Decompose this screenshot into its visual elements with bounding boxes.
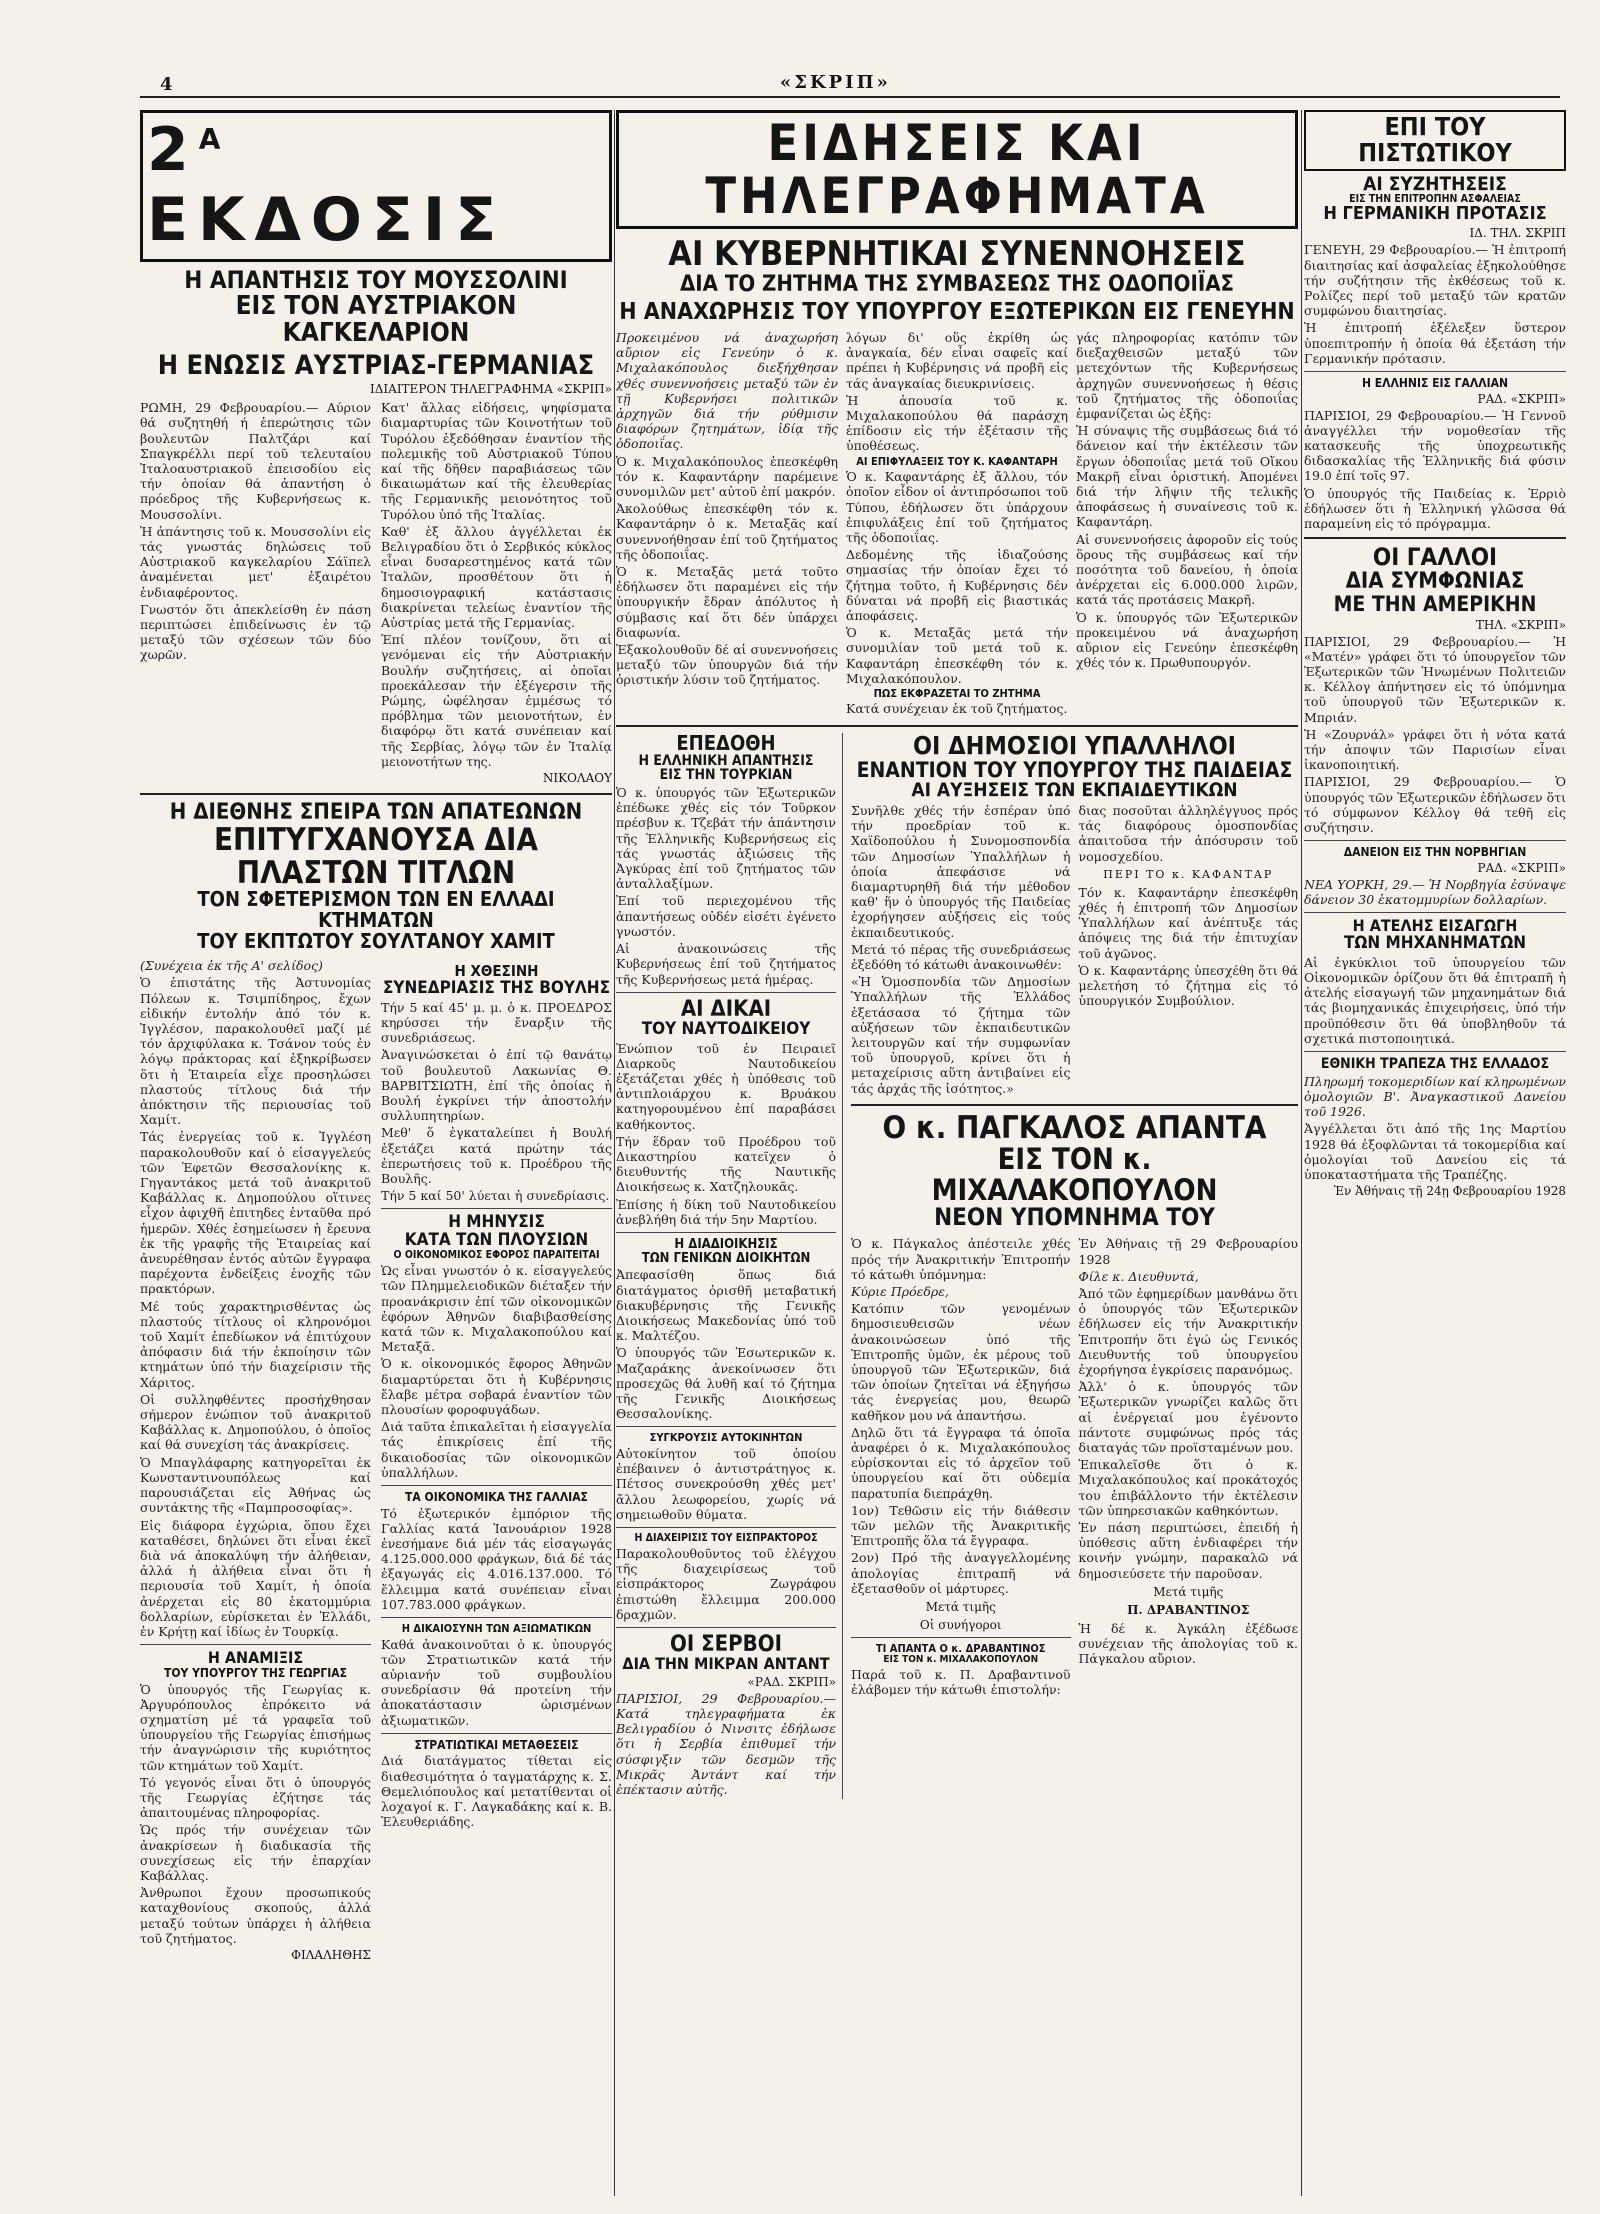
paragraph: Ὡς εἶναι γνωστόν ὁ κ. εἰσαγγελεύς τῶν Πλημμελειοδικῶν διέταξεν τήν προανάκρισιν ἐπί τῶν οἰκονομικῶν ἐφόρων Ἀθηνῶν διαβιβασθείσης κατά τῶν κ. Μιχαλακοπούλου καί Μεταξᾶ. (381, 1263, 612, 1355)
headline: ΔΑΝΕΙΟΝ ΕΙΣ ΤΗΝ ΝΟΡΒΗΓΙΑΝ (1343, 845, 1527, 860)
headline: Η ΜΗΝΥΣΙΣ (448, 1212, 545, 1233)
paragraph: Ἀπό τῶν ἐφημερίδων μανθάνω ὅτι ὁ ὑπουργός τῶν Ἐξωτερικῶν ἐδήλωσεν εἰς τήν Ἀνακριτικήν Ἐπιτροπήν ὅτι ἐγώ ὡς Γενικός Διευθυντής τοῦ ὑπουργείου ἐχορήγησα ἐγκρίσεις παρανόμως. (1078, 1286, 1298, 1378)
paragraph: Ἀγγέλλεται ὅτι ἀπό τῆς 1ης Μαρτίου 1928 θά ἐξοφλῶνται τά τοκομερίδια καί ὁμολογίαι τοῦ Δανείου εἰς τά ὑποκαταστήματα τῆς Τραπέζης. (1304, 1121, 1566, 1182)
byline: ΡΑΔ. «ΣΚΡΙΠ» (1477, 391, 1566, 406)
paragraph: ΠΑΡΙΣΙΟΙ, 29 Φεβρουαρίου.— Κατά τηλεγραφήματα ἐκ Βελιγραδίου ὁ Νινσιτς ἐδήλωσε ὅτι ἡ Σερβία ἐπιθυμεῖ τήν σύσφιγξιν τῶν δεσμῶν τῆς Μικρᾶς Ἀντάντ καί τήν ἐπέκτασιν αὐτῆς. (616, 1690, 836, 1798)
headline: ΤΟΝ ΣΦΕΤΕΡΙΣΜΟΝ ΤΩΝ ΕΝ ΕΛΛΑΔΙ ΚΤΗΜΑΤΩΝ (197, 887, 555, 933)
headline: ΑΙ ΑΥΞΗΣΕΙΣ ΤΩΝ ΕΚΠΑΙΔΕΥΤΙΚΩΝ (911, 778, 1238, 801)
paragraph: γάς πληροφορίας κατόπιν τῶν διεξαχθεισῶν μεταξύ τῶν μετεχόντων τῆς Κυβερνήσεως ἀρχηγῶν συνεννοήσεως ἡ θέσις τοῦ ζητήματος τῆς ὁδοποιΐας ἐμφανίζεται ὡς ἑξῆς: (1076, 329, 1298, 421)
paragraph: Μέ τούς χαρακτηρισθέντας ὡς πλαστούς τίτλους οἱ κληρονόμοι τοῦ Χαμίτ ἐπεδίωκον νά ἐπιτύχουν ἀπόφασιν διά τήν ἐκποίησιν τῶν κτημάτων ὑπό τήν διαχείρισιν τῆς Χάριτος. (140, 1298, 371, 1390)
column-divider (1301, 110, 1302, 2196)
paragraph: Ὁ Μπαγλάφαρης κατηγορεῖται ἐκ Κωνσταντινουπόλεως καί παρουσιάζεται εἰς Ἀθήνας ὡς συντάκτης τῆς «Παμπροσοφίας». (140, 1454, 371, 1516)
headline: Η ΓΕΡΜΑΝΙΚΗ ΠΡΟΤΑΣΙΣ (1323, 203, 1547, 225)
paragraph: Ὁ κ. Μιχαλακόπουλος ἐπεσκέφθη τόν κ. Καφαντάρην παρέμεινε συνομιλῶν μετ' αὐτοῦ ἐπί μακρόν. (616, 453, 838, 499)
signature: ΝΙΚΟΛΑΟΥ (542, 771, 612, 785)
paragraph: ΠΑΡΙΣΙΟΙ, 29 Φεβρουαρίου.— Ὁ ὑπουργός τῶν Ἐξωτερικῶν ἐδήλωσεν ὅτι τό σύμφωνον Κέλλογ θά τεθῆ εἰς συζήτησιν. (1304, 774, 1566, 835)
headline: ΤΩΝ ΓΕΝΙΚΩΝ ΔΙΟΙΚΗΤΩΝ (641, 1250, 811, 1266)
salutation: Κύριε Πρόεδρε, (851, 1284, 949, 1299)
paragraph: Ἡ «Ζουρνάλ» γράφει ὅτι ἡ νότα κατά τήν ἀποψιν τῶν Παρισίων εἶναι ἱκανοποιητική. (1304, 726, 1566, 773)
paragraph: Ἐπί πλέον τονίζουν, ὅτι αἱ γενόμεναι εἰς τήν Αὐστριακήν Βουλήν συζητήσεις, αἱ ὁποῖαι προεκάλεσαν τήν ἐξέγερσιν τῆς Ρώμης, ὠφέλησαν ἐμμέσως τό πρόβλημα τῶν μειονοτήτων, ἐν διαφόρῳ ὅτι κατά συνέπειαν καί τῆς Σερβίας, λόγῳ τῶν ἐν Ἰταλίᾳ μειονοτήτων της. (381, 632, 612, 769)
headline: ΕΠΕΔΟΘΗ (676, 730, 776, 755)
paragraph: ΓΕΝΕΥΗ, 29 Φεβρουαρίου.— Ἡ ἐπιτροπή διαιτησίας καί ἀσφαλείας ἐξηκολούθησε τήν συζήτησιν τῆς ἐκθέσεως τοῦ κ. Ρολίζες περί τοῦ μεταξύ τῶν κρατῶν συμφώνου διαιτησίας. (1304, 242, 1566, 319)
column-divider (614, 110, 615, 2196)
headline: Η ΕΛΛΗΝΙΚΗ ΑΠΑΝΤΗΣΙΣ (638, 752, 814, 769)
paragraph: Κατόπιν τῶν γενομένων δημοσιευθεισῶν νέων ἀνακοινώσεων ὑπό τῆς Ἐπιτροπῆς ὑμῶν, ἐκ μέρους τοῦ ὑπουργοῦ τῶν Ἐξωτερικῶν, διά τῶν ὁποίων ζητεῖται νά ἐξηγήσω τάς ἐνεργείας μου, θεωρῶ καθῆκον μου νά ἀπαντήσω. (851, 1301, 1071, 1423)
headline: ΚΑΤΑ ΤΩΝ ΠΛΟΥΣΙΩΝ (404, 1230, 589, 1251)
headline: ΔΙΑ ΤΗΝ ΜΙΚΡΑΝ ΑΝΤΑΝΤ (622, 1654, 830, 1674)
paragraph: Κατά συνέχειαν ἐκ τοῦ ζητήματος. (846, 701, 1068, 717)
headline: ΤΑ ΟΙΚΟΝΟΜΙΚΑ ΤΗΣ ΓΑΛΛΙΑΣ (405, 1489, 588, 1504)
headline: ΕΙΣ ΤΗΝ ΕΠΙΤΡΟΠΗΝ ΑΣΦΑΛΕΙΑΣ (1349, 193, 1521, 206)
signature-name: Π. ΔΡΑΒΑΝΤΙΝΟΣ (1127, 1602, 1250, 1617)
column-right (1304, 110, 1566, 2196)
headline: ΤΟΥ ΥΠΟΥΡΓΟΥ ΤΗΣ ΓΕΩΡΓΙΑΣ (164, 1665, 347, 1680)
headline: ΝΕΟΝ ΥΠΟΜΝΗΜΑ ΤΟΥ (934, 1203, 1215, 1232)
headline: Η ΑΝΑΧΩΡΗΣΙΣ ΤΟΥ ΥΠΟΥΡΓΟΥ ΕΞΩΤΕΡΙΚΩΝ ΕΙΣ ΓΕΝΕΥΗΝ (619, 298, 1295, 325)
paragraph: ΠΑΡΙΣΙΟΙ, 29 Φεβρουαρίου.— Ἡ «Ματέν» γράφει ὅτι τό ὑπουργεῖον τῶν Ἐξωτερικῶν τῶν Ἡνωμένων Πολιτειῶν κ. Κέλλογ ἀπήντησεν εἰς τό ὑπόμνημα τοῦ ὑπουργοῦ τῶν Ἐξωτερικῶν κ. Μπριάν. (1304, 633, 1566, 725)
paragraph: Ἀναγινώσκεται ὁ ἐπί τῷ θανάτῳ τοῦ βουλευτοῦ Λακωνίας Θ. ΒΑΡΒΙΤΣΙΩΤΗ, ἐπί τῆς ὁποίας ἡ Βουλή ἐγκρίνει τήν ἀποστολήν συλλυπητηρίων. (381, 1047, 612, 1124)
signature: Οἱ συνήγοροι (919, 1618, 1002, 1633)
paragraph: Αἱ ἐγκύκλιοι τοῦ ὑπουργείου τῶν Οἰκονομικῶν ὁρίζουν ὅτι θά ἐπιτραπῆ ἡ ἀτελής εἰσαγωγή τῶν μηχανημάτων διά τάς βιομηχανικάς ἐπιχειρήσεις, ὑπό τήν προϋπόθεσιν ὅτι θά ὑποβληθοῦν τά σχετικά πιστοποιητικά. (1304, 954, 1566, 1046)
edition-superscript: Α (198, 123, 231, 156)
paragraph: λόγων δι' οὕς ἐκρίθη ὡς ἀναγκαία, δέν εἶναι σαφεῖς καί πρέπει ἡ Κυβέρνησις νά προβῆ εἰς τάς ἀναγκαίας διευκρινίσεις. (846, 329, 1068, 391)
paragraph: Ὁ κ. Καφαντάρης ἐξ ἄλλου, τόν ὁποῖον εἶδον οἱ ἀντιπρόσωποι τοῦ Τύπου, ἐδήλωσεν ὅτι ὑπάρχουν ἐπιφυλάξεις ἐπί τοῦ ζητήματος τῆς ὁδοποιΐας. (846, 469, 1068, 545)
paragraph: Δεδομένης τῆς ἰδιαζούσης σημασίας τήν ὁποίαν ἔχει τό ζήτημα τοῦτο, ἡ Κυβέρνησις δέν δύναται νά προβῆ εἰς βιαστικάς ἀποφάσεις. (846, 547, 1068, 623)
subheading: ΑΙ ΕΠΙΦΥΛΑΞΕΙΣ ΤΟΥ Κ. ΚΑΦΑΝΤΑΡΗ (856, 454, 1058, 468)
paragraph: 2ον) Πρό τῆς ἀναγγελλομένης ἀπολογίας ἐπιτραπῆ νά ἐξετασθοῦν οἱ μάρτυρες. (851, 1550, 1071, 1596)
headline: ΤΟΥ ΕΚΠΤΩΤΟΥ ΣΟΥΛΤΑΝΟΥ ΧΑΜΙΤ (197, 929, 555, 954)
paragraph: Ἐπικαλεῖσθε ὅτι ὁ κ. Μιχαλακόπουλος καί προκάτοχός του ἐπιβάλλοντο τήν ἐκτέλεσιν τῶν ὑπηρεσιακῶν καθηκόντων. (1078, 1457, 1298, 1518)
paragraph: Δηλῶ ὅτι τά ἔγγραφα τά ὁποῖα ἀναφέρει ὁ κ. Μιχαλακόπουλος εὑρίσκονται εἰς τό ἀρχεῖον τοῦ ὑπουργείου καί ὅτι οὐδεμία παρατυπία διεπράχθη. (851, 1424, 1071, 1501)
page-number: 4 (160, 74, 173, 95)
signature: Μετά τιμῆς (1153, 1584, 1224, 1599)
paragraph: Γνωστόν ὅτι ἀπεκλείσθη ἐν πάση περιπτώσει ἐπιδείνωσις ἐν τῷ μεταξύ τῶν σχέσεων τῶν δύο χωρῶν. (140, 601, 371, 663)
paragraph: Ὁ κ. Πάγκαλος ἀπέστειλε χθές πρός τήν Ἀνακριτικήν Ἐπιτροπήν τό κάτωθι ὑπόμνημα: (851, 1236, 1071, 1282)
paragraph: Τό ἐξωτερικόν ἐμπόριον τῆς Γαλλίας κατά Ἰανουάριον 1928 ἐνεσήμανε διά μέν τάς εἰσαγωγάς 4.125.000.000 φράγκων, διά δέ τάς ἐξαγωγάς εἰς 4.016.137.000. Τό ἔλλειμμα κατά συνέπειαν εἶναι 107.783.000 φράγκων. (381, 1505, 612, 1612)
headline: ΕΙΣ ΤΟΝ κ. ΜΙΧΑΛΑΚΟΠΟΥΛΟΝ (931, 1142, 1218, 1207)
salutation: Φίλε κ. Διευθυντά, (1078, 1268, 1199, 1284)
paragraph: Διά διατάγματος τίθεται εἰς διαθεσιμότητα ὁ ταγματάρχης κ. Σ. Θεμελιόπουλος καί μετατίθενται οἱ λοχαγοί κ. Γ. Λαγκαδάκης καί κ. Β. Ἐλευθεριάδης. (381, 1753, 612, 1830)
headline: ΕΠΙ ΤΟΥ ΠΙΣΤΩΤΙΚΟΥ (1358, 112, 1512, 168)
section-banner: ΕΙΔΗΣΕΙΣ ΚΑΙ ΤΗΛΕΓΡΑΦΗΜΑΤΑ (616, 110, 1298, 229)
headline: Ο ΟΙΚΟΝΟΜΙΚΟΣ ΕΦΟΡΟΣ ΠΑΡΑΙΤΕΙΤΑΙ (393, 1249, 600, 1262)
paragraph: Ἀλλ' ὁ κ. ὑπουργός τῶν Ἐξωτερικῶν γνωρίζει καλῶς ὅτι αἱ ἐνέργειαί μου ἐγένοντο πάντοτε συμφώνως πρός τάς διαταγάς τῶν προϊσταμένων μου. (1078, 1379, 1298, 1456)
paragraph: Μετά τό πέρας τῆς συνεδριάσεως ἐξεδόθη τό κάτωθι ἀνακοινωθέν: (851, 941, 1071, 972)
headline-box (1304, 110, 1566, 171)
headline: Η ΑΝΑΜΙΞΙΣ (207, 1648, 304, 1668)
paragraph: Ἀπεφασίσθη ὅπως διά διατάγματος ὁρισθῆ μεταβατική διακυβέρνησις τῆς Γενικῆς Διοικήσεως Μακεδονίας ὑπό τοῦ κ. Μαλτέζου. (616, 1267, 836, 1344)
byline: ΤΗΛ. «ΣΚΡΙΠ» (1475, 617, 1566, 632)
paragraph: Διά ταῦτα ἐπικαλεῖται ἡ εἰσαγγελία τάς ἐπικρίσεις ἐπί τῆς δικαιοδοσίας τῶν οἰκονομικῶν ὑπαλλήλων. (381, 1419, 612, 1480)
paragraph: Ὁ κ. ὑπουργός τῶν Ἐξωτερικῶν προκειμένου νά ἀναχωρήση αὔριον εἰς Γενεύην ἐπεσκέφθη χθές τόν κ. Πρωθυπουργόν. (1076, 609, 1298, 671)
paragraph: 1ον) Τεθῶσιν εἰς τήν διάθεσιν τῶν μελῶν τῆς Ἀνακριτικῆς Ἐπιτροπῆς ὅλα τά ἔγγραφα. (851, 1502, 1071, 1549)
paragraph: Ἡ ἀπουσία τοῦ κ. Μιχαλακοπούλου θά παράσχη ἐπίδοσιν εἰς τήν ἐξέτασιν τῆς ὑποθέσεως. (846, 392, 1068, 454)
paragraph: Καθ' ἑξ ἄλλου ἀγγέλλεται ἐκ Βελιγραδίου ὅτι ὁ Σερβικός κύκλος εἶναι δυσαρεστημένος κατά τῶν Ἰταλῶν, προσθέτουν ὅτι ἡ δημοσιογραφική κατάστασις διακρίνεται τελείως ἐναντίον τῆς Αὐστρίας μετά τῆς Γερμανίας. (381, 523, 612, 630)
paragraph: Αἱ ἀνακοινώσεις τῆς Κυβερνήσεως ἐπί τοῦ ζητήματος τῆς Κυβερνήσεως μετά ἡμέρας. (616, 941, 836, 987)
paragraph: Ἡ ἐπιτροπή ἐξέλεξεν ὕστερον ὑποεπιτροπήν ἡ ὁποία θά ἐξετάση τήν Γερμανικήν πρότασιν. (1304, 320, 1566, 366)
byline: ΙΔΙΑΙΤΕΡΟΝ ΤΗΛΕΓΡΑΦΗΜΑ «ΣΚΡΙΠ» (370, 382, 612, 397)
byline: ΡΑΔ. «ΣΚΡΙΠ» (1477, 860, 1566, 875)
headline: ΔΙΑ ΤΟ ΖΗΤΗΜΑ ΤΗΣ ΣΥΜΒΑΣΕΩΣ ΤΗΣ ΟΔΟΠΟΙΪΑΣ (679, 271, 1235, 297)
paragraph: διας ποσοῦται ἀλληλέγγυος πρός τάς διαφόρους ὁμοσπονδίας ἀπαιτοῦσα τήν ἀπόσυρσιν τοῦ νομοσχεδίου. (1078, 802, 1298, 864)
byline: «ΡΑΔ. ΣΚΡΙΠ» (747, 1674, 836, 1689)
headline: Η ΕΛΛΗΝΙΣ ΕΙΣ ΓΑΛΛΙΑΝ (1362, 375, 1508, 390)
signature: ΦΙΛΑΛΗΘΗΣ (291, 1947, 371, 1962)
paragraph: Κατ' ἄλλας εἰδήσεις, ψηφίσματα διαμαρτυρίας τῶν Κοινοτήτων τοῦ Τυρόλου ἐξεδόθησαν ἐναντίον τῆς πολεμικῆς τοῦ Αὐστριακοῦ Τύπου καί τῆς δῆθεν παραβιάσεως τῶν δικαιωμάτων καί τῆς ἐλευθερίας τῆς Γερμανικῆς μειονότητος τοῦ Τυρόλου ὑπό τῆς Ἰταλίας. (381, 400, 612, 522)
paragraph: Ἡ σύναψις τῆς συμβάσεως διά τό δάνειον καί τήν ἐκτέλεσιν τῶν ἔργων ὁδοποιΐας μετά τοῦ Οἴκου Μακρῆ εἶναι ὁριστική. Ἀπομένει διά τήν λῆψιν τῆς τελικῆς ἀποφάσεως ἡ συναίνεσις τοῦ κ. Καφαντάρη. (1076, 423, 1298, 530)
paragraph: Ὁ κ. ὑπουργός τῶν Ἐξωτερικῶν ἐπέδωκε χθές εἰς τόν Τοῦρκον πρέσβυν κ. Τζεβάτ τήν ἀπάντησιν τῆς Ἑλληνικῆς Κυβερνήσεως εἰς τάς γνωστάς ἀξιώσεις τῆς Ἀγκύρας ἐπί τοῦ ζητήματος τῶν ἀνταλλαξίμων. (616, 785, 836, 892)
headline: Η ΑΤΕΛΗΣ ΕΙΣΑΓΩΓΗ (1352, 916, 1518, 936)
paragraph: Εἰς διάφορα ἐγχώρια, ὅπου ἔχει καταθέσει, δηλώνει ὅτι εἶναι ἐκεῖ διὰ νά ἀποκαλύψη τήν ἀλήθειαν, ἀλλά ἡ ἀλήθεια εἶναι ὅτι ἡ περιουσία τοῦ Χαμίτ, ἡ ὁποία ἀνέρχεται εἰς 80 ἑκατομμύρια δολλαρίων, εὑρίσκεται ἐν Ἑλλάδι, ἐν Κρήτῃ καί ἰδίως ἐν Τουρκίᾳ. (140, 1517, 371, 1639)
paragraph: Καθά ἀνακοινοῦται ὁ κ. ὑπουργός τῶν Στρατιωτικῶν κατά τήν αὐριανήν τοῦ συμβουλίου συνεδρίασιν θά προτείνη τήν ἀποκατάστασιν ὡρισμένων ἀξιωματικῶν. (381, 1636, 612, 1728)
paragraph: Παρά τοῦ κ. Π. Δραβαντινοῦ ἐλάβομεν τήν κάτωθι ἐπιστολήν: (851, 1667, 1071, 1698)
paragraph: Τάς ἐνεργείας τοῦ κ. Ἰγγλέση παρακολουθοῦν καί ὁ εἰσαγγελεύς τῶν Ἐφετῶν Θεσσαλονίκης κ. Γηγαντάκος μετά τοῦ ἀνακριτοῦ Καβάλλας κ. Δημοπούλου οἵτινες εἶχον ἀφιχθῆ ἐπιτηδες ἐνταῦθα πρό ἡμερῶν. Χθές ἐσημείωσεν ἡ ἔρευνα ἐκ τῆς γραφῆς τῆς Ἑταιρείας καί ἀνευρέθησαν ἐντός αὐτῶν ἔγγραφα παρέχοντα ἐνδείξεις ἐνοχῆς τῶν πρακτόρων. (140, 1129, 371, 1297)
paragraph: Ἡ δέ κ. Ἀγκάλη ἐξέδωσε συνέχειαν τῆς ἀπολογίας τοῦ κ. Πάγκαλου αὔριον. (1078, 1620, 1298, 1667)
paragraph: Ἡ ἀπάντησις τοῦ κ. Μουσσολίνι εἰς τάς γνωστάς δηλώσεις τοῦ Αὐστριακοῦ καγκελαρίου Σάϊπελ ἀναμένεται μετ' ἐξαιρέτου ἐνδιαφέροντος. (140, 523, 371, 600)
headline: ΟΙ ΔΗΜΟΣΙΟΙ ΥΠΑΛΛΗΛΟΙ (912, 730, 1237, 760)
headline: ΕΙΣ ΤΟΝ ΑΥΣΤΡΙΑΚΟΝ ΚΑΓΚΕΛΑΡΙΟΝ (235, 291, 517, 349)
subheading: ΠΕΡΙ ΤΟ κ. ΚΑΦΑΝΤΑΡ (1103, 867, 1274, 881)
paragraph: Προκειμένου νά ἀναχωρήση αὔριον εἰς Γενεύην ὁ κ. Μιχαλακόπουλος διεξήχθησαν χθές συνεννοήσεις μεταξύ τῶν ἐν τῇ Κυβερνήσει πολιτικῶν ἀρχηγῶν διά τήν ρύθμισιν διαφόρων ζητημάτων, ἰδίᾳ τῆς ὁδοποιΐας. (616, 329, 838, 452)
headline: Η ΔΙΑΧΕΙΡΙΣΙΣ ΤΟΥ ΕΙΣΠΡΑΚΤΟΡΟΣ (634, 1531, 818, 1544)
headline: ΣΤΡΑΤΙΩΤΙΚΑΙ ΜΕΤΑΘΕΣΕΙΣ (414, 1737, 579, 1752)
paragraph: Ὁ ἐπιστάτης τῆς Ἀστυνομίας Πόλεων κ. Τσιμπίδηρος, ἔχων εἰδικήν ἐντολήν ἀπό τόν κ. Ἰγγλέσον, παρακολουθεῖ μαζί μέ τόν ἀρχιφύλακα κ. Τσάνον τούς ἐν λόγῳ πράκτορας καί ἐξηκρίβωσεν ὅτι ἡ Ἑταιρεία εἶχε προσηλώσει πλαστούς τίτλους διά τήν ἀπόκτησιν τῆς περιουσίας τοῦ Χαμίτ. (140, 975, 371, 1128)
headline: ΤΟΥ ΝΑΥΤΟΔΙΚΕΙΟΥ (641, 1018, 811, 1039)
paragraph: Ἀνθρωποι ἔχουν προσωπικούς καταχθονίους σκοπούς, ἀλλά μεταξύ τούτων ὑπάρχει ἡ ἀλήθεια τοῦ ζητήματος. (140, 1885, 371, 1946)
headline: ΜΕ ΤΗΝ ΑΜΕΡΙΚΗΝ (1333, 592, 1537, 617)
headline: Η ΔΙΑΔΙΟΙΚΗΣΙΣ (674, 1237, 778, 1253)
paragraph: ΠΑΡΙΣΙΟΙ, 29 Φεβρουαρίου.— Ἡ Γεννοῦ ἀναγγέλλει τήν νομοθεσίαν τῆς κατασκευῆς τῆς ὑποχρεωτικῆς διδασκαλίας τῆς Ἑλληνικῆς διά φύσιν 19.0 ἐπί τοῖς 97. (1304, 407, 1566, 484)
headline: Η ΑΠΑΝΤΗΣΙΣ ΤΟΥ ΜΟΥΣΣΟΛΙΝΙ (184, 266, 568, 294)
paragraph: Ἀκολούθως ἐπεσκέφθη τόν κ. Καφαντάρην ὁ κ. Μεταξᾶς καί συνεννοήθησαν ἐπί τοῦ ζητήματος τῆς ὁδοποιΐας. (616, 501, 838, 562)
headline: ΤΙ ΑΠΑΝΤΑ Ο κ. ΔΡΑΒΑΝΤΙΝΟΣ (875, 1642, 1046, 1656)
headline: ΟΙ ΣΕΡΒΟΙ (670, 1631, 782, 1657)
headline: ΑΙ ΣΥΖΗΤΗΣΕΙΣ (1363, 172, 1507, 195)
paragraph: Οἱ συλληφθέντες προσήχθησαν σήμερον ἐνώπιον τοῦ ἀνακριτοῦ Καβάλλας κ. Δημοπούλου, ὁ ὁποῖος καί θά συνεχίση τάς ἀνακρίσεις. (140, 1391, 371, 1453)
subheading: Πληρωμή τοκομεριδίων καί κληρωμένων ὁμολογιῶν Β'. Ἀναγκαστικοῦ Δανείου τοῦ 1926. (1304, 1073, 1566, 1120)
paragraph: Ὁ ὑπουργός τῆς Γεωργίας κ. Ἀργυρόπουλος ἐπρόκειτο νά σχηματίση μέ τά γραφεῖα τοῦ ὑπουργείου τῆς Γεωργίας ἐπισήμως τήν ἀναγνώρισιν τῆς κυριότητος τῶν κτημάτων τοῦ Χαμίτ. (140, 1681, 371, 1773)
headline: ΔΙΑ ΣΥΜΦΩΝΙΑΣ (1345, 569, 1525, 595)
continuation-note: (Συνέχεια ἐκ τῆς Α' σελίδος) (140, 958, 323, 974)
paragraph: ΝΕΑ ΥΟΡΚΗ, 29.— Ἡ Νορβηγία ἐσύναψε δάνειον 30 ἑκατομμυρίων δολλαρίων. (1304, 876, 1566, 907)
paragraph: Ἐν Ἀθήναις τῇ 29 Φεβρουαρίου 1928 (1078, 1236, 1298, 1267)
paragraph: Παρακολουθοῦντος τοῦ ἐλέγχου τῆς διαχειρίσεως τοῦ εἰσπράκτορος Ζωγράφου ἐπιστώθη ἔλλειμμα 200.000 δραχμῶν. (616, 1545, 836, 1622)
paragraph: Ἐπίσης ἡ δίκη τοῦ Ναυτοδικείου ἀνεβλήθη διά τήν 5ην Μαρτίου. (616, 1196, 836, 1227)
paragraph: Ὡς πρός τήν συνέχειαν τῶν ἀνακρίσεων ἡ διαδικασία τῆς συνεχίσεως εἰς τήν ἐπαρχίαν Καβάλλας. (140, 1822, 371, 1883)
headline: ΕΘΝΙΚΗ ΤΡΑΠΕΖΑ ΤΗΣ ΕΛΛΑΔΟΣ (1320, 1056, 1550, 1073)
headline: ΟΙ ΓΑΛΛΟΙ (1372, 543, 1498, 572)
headline: ΣΥΝΕΔΡΙΑΣΙΣ ΤΗΣ ΒΟΥΛΗΣ (382, 977, 611, 998)
paragraph: Ἐνώπιον τοῦ ἐν Πειραιεῖ Διαρκοῦς Ναυτοδικείου ἐξετάζεται χθές ἡ ὑπόθεσις τοῦ ἀντιπλοιάρχου κ. Βρυάκου κατηγορουμένου ἐπί παραβάσει καθήκοντος. (616, 1040, 836, 1132)
paragraph: Ὁ ὑπουργός τῆς Παιδείας κ. Ἐρριὸ ἐδήλωσεν ὅτι ἡ Ἑλληνική γλῶσσα θά παραμείνη εἰς τό πρόγραμμα. (1304, 485, 1566, 531)
headline: ΕΙΣ ΤΗΝ ΤΟΥΡΚΙΑΝ (659, 767, 793, 784)
paragraph: «Ἡ Ὁμοσπονδία τῶν Δημοσίων Ὑπαλλήλων τῆς Ἑλλάδος ἐξετάσασα τό ζήτημα τῶν αὐξήσεων τῶν ἐκπαιδευτικῶν λειτουργῶν καί τήν συμφωνίαν τοῦ ὑπουργοῦ, κρίνει ὅτι ἡ μεταχείρισις αὕτη ἀντιβαίνει εἰς τάς ἀρχάς τῆς ἰσότητος.» (851, 974, 1071, 1096)
date: Ἐν Ἀθήναις τῇ 24ῃ Φεβρουαρίου 1928 (1333, 1184, 1566, 1199)
paragraph: Ὁ κ. Καφαντάρης ὑπεσχέθη ὅτι θά μελετήση τό ζήτημα εἰς τό ὑπουργικόν Συμβούλιον. (1078, 962, 1298, 1009)
headline: Η ΔΙΚΑΙΟΣΥΝΗ ΤΩΝ ΑΞΙΩΜΑΤΙΚΩΝ (401, 1621, 592, 1635)
paragraph: Τόν κ. Καφαντάρην ἐπεσκέφθη χθές ἡ ἐπιτροπή τῶν Δημοσίων Ὑπαλλήλων καί ἀνέπτυξε τάς ἀπόψεις της διά τήν ἐπιτυχίαν τοῦ ἀγῶνος. (1078, 884, 1298, 961)
paragraph: Συνῆλθε χθές τήν ἑσπέραν ὑπό τήν προεδρίαν τοῦ κ. Χαϊδοπούλου ἡ Συνομοσπονδία τῶν Δημοσίων Ὑπαλλήλων ἡ ὁποία ἀπεφάσισε νά διαμαρτυρηθῆ διά τήν μέθοδον καθ' ἥν ὁ ὑπουργός τῆς Παιδείας ἐχορήγησεν αὐξήσεις εἰς τούς ἐκπαιδευτικούς. (851, 802, 1071, 940)
edition-number: 2 (147, 115, 199, 185)
paragraph: Ἐν πάση περιπτώσει, ἐπειδή ἡ ὑπόθεσις αὕτη ἐνδιαφέρει τήν κοινήν γνώμην, παρακαλῶ νά δημοσιεύσετε τήν παροῦσαν. (1078, 1520, 1298, 1581)
masthead (140, 72, 1560, 98)
paragraph: Ἐξακολουθοῦν δέ αἱ συνεννοήσεις μεταξύ τῶν ὑπουργῶν διά τήν ὁριστικήν λύσιν τοῦ ζητήματος. (616, 641, 838, 688)
headline: Η ΧΘΕΣΙΝΗ (454, 962, 539, 981)
headline: ΕΝΑΝΤΙΟΝ ΤΟΥ ΥΠΟΥΡΓΟΥ ΤΗΣ ΠΑΙΔΕΙΑΣ (856, 757, 1293, 782)
column-center (616, 110, 1298, 2196)
paragraph: ΡΩΜΗ, 29 Φεβρουαρίου.— Αύριον θά συζητηθή ή ἐπερώτησις τῶν βουλευτῶν Παλτζάρι καί Σπαγκρέλλι περί τοῦ τελευταίου Ἰταλοαυστριακοῦ ἐπεισοδίου εἰς τήν ὁποίαν θά ἀπαντήση ὁ πρόεδρος τῆς Κυβερνήσεως κ. Μουσσολίνι. (140, 400, 371, 522)
headline: Ο κ. ΠΑΓΚΑΛΟΣ ΑΠΑΝΤΑ (882, 1109, 1267, 1146)
headline: ΑΙ ΔΙΚΑΙ (680, 996, 772, 1022)
headline: ΕΙΣ ΤΟΝ κ. ΜΙΧΑΛΑΚΟΠΟΥΛΟΝ (883, 1653, 1039, 1665)
paragraph: Τό γεγονός εἶναι ὅτι ὁ ὑπουργός τῆς Γεωργίας ἐζήτησε τάς ἀπαιτουμένας πληροφορίας. (140, 1774, 371, 1821)
column-left (140, 110, 612, 2196)
byline: ΙΔ. ΤΗΛ. ΣΚΡΙΠ (1469, 226, 1566, 241)
paragraph: Ὁ κ. οἰκονομικός ἔφορος Ἀθηνῶν διαμαρτύρεται ὅτι ἡ Κυβέρνησις ἔλαβε μέτρα σοβαρά ἐναντίον τῶν πλουσίων φοροφυγάδων. (381, 1356, 612, 1417)
paragraph: Μεθ' ὅ ἐγκαταλείπει ἡ Βουλή ἐξετάζει κατά πρώτην τάς ἐπερωτήσεις τοῦ κ. Προέδρου τῆς Βουλῆς. (381, 1125, 612, 1187)
paragraph: Ὁ ὑπουργός τῶν Ἐσωτερικῶν κ. Μαζαράκης ἀνεκοίνωσεν ὅτι προσεχῶς θά λυθῆ καί τό ζήτημα τῆς Γενικῆς Διοικήσεως Θεσσαλονίκης. (616, 1345, 836, 1422)
paragraph: Ἐπί τοῦ περιεχομένου τῆς ἀπαντήσεως οὐδέν εἰσέτι ἐγένετο γνωστόν. (616, 893, 836, 939)
headline: Η ΔΙΕΘΝΗΣ ΣΠΕΙΡΑ ΤΩΝ ΑΠΑΤΕΩΝΩΝ (169, 800, 583, 825)
paragraph: Τήν 5 καί 50' λύεται ἡ συνεδρίασις. (381, 1188, 610, 1204)
headline: ΤΩΝ ΜΗΧΑΝΗΜΑΤΩΝ (1343, 932, 1527, 953)
signature: Μετά τιμῆς (925, 1600, 996, 1615)
headline: ΑΙ ΚΥΒΕΡΝΗΤΙΚΑΙ ΣΥΝΕΝΝΟΗΣΕΙΣ (668, 234, 1246, 274)
newspaper-name: «ΣΚΡΙΠ» (780, 72, 891, 93)
paragraph: Ὁ κ. Μεταξᾶς μετά τήν συνομιλίαν τοῦ μετά τοῦ κ. Καφαντάρη ἐπεσκέφθη τόν κ. Μιχαλακόπουλον. (846, 625, 1068, 686)
paragraph: Αἱ συνεννοήσεις ἀφοροῦν εἰς τούς ὅρους τῆς συμβάσεως καί τήν ποσότητα τοῦ δανείου, ἡ ὁποία ἀνέρχεται εἰς 6.000.000 λιρῶν, κατά τάς προτάσεις Μακρῆ. (1076, 531, 1298, 608)
edition-banner (140, 110, 612, 262)
headline: Η ΕΝΩΣΙΣ ΑΥΣΤΡΙΑΣ-ΓΕΡΜΑΝΙΑΣ (157, 349, 595, 381)
paragraph: Αὐτοκίνητον τοῦ ὁποίου ἐπέβαινεν ὁ ἀντιστράτηγος κ. Πέτσος συνεκρούσθη χθές μετ' ἄλλου λεωφορείου, χωρίς νά σημειωθοῦν θύματα. (616, 1445, 836, 1522)
headline: ΣΥΓΚΡΟΥΣΙΣ ΑΥΤΟΚΙΝΗΤΩΝ (649, 1431, 803, 1445)
paragraph: Τήν ἕδραν τοῦ Προέδρου τοῦ Δικαστηρίου κατεῖχεν ὁ διευθυντής τῆς Ναυτικῆς Διοικήσεως κ. Χατζηλουκᾶς. (616, 1133, 836, 1195)
subheading: ΠΩΣ ΕΚΦΡΑΖΕΤΑΙ ΤΟ ΖΗΤΗΜΑ (873, 686, 1041, 700)
edition-title: ΕΚΔΟΣΙΣ (147, 185, 507, 255)
paragraph: Ὁ κ. Μεταξᾶς μετά τοῦτο ἐδήλωσεν ὅτι παραμένει εἰς τήν ὑπουργικήν ἔδραν ἀπόλυτος ἡ σύμβασις καί ὅτι δέν ὑπάρχει διαφωνία. (616, 563, 838, 640)
paragraph: Τήν 5 καί 45' μ. μ. ὁ κ. ΠΡΟΕΔΡΟΣ κηρύσσει τήν ἔναρξιν τῆς συνεδριάσεως. (381, 999, 612, 1046)
headline: ΕΠΙΤΥΓΧΑΝΟΥΣΑ ΔΙΑ ΠΛΑΣΤΩΝ ΤΙΤΛΩΝ (214, 822, 538, 891)
